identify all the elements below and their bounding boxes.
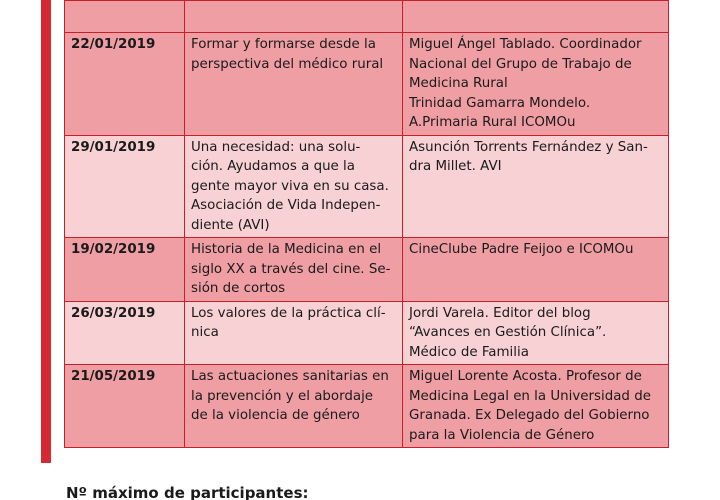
session-date: 22/01/2019: [65, 33, 185, 136]
session-speaker: [403, 238, 669, 302]
topic-line: Las actuaciones sanitarias en: [191, 369, 389, 384]
topic-line: Los valores de la práctica clí-: [191, 305, 386, 321]
topic-line: ción. Ayudamos a que la: [191, 159, 355, 174]
session-speaker: [403, 365, 669, 448]
topic-line: Historia de la Medicina en el: [191, 242, 382, 257]
table-row: [65, 33, 669, 136]
topic-line: sión de cortos: [191, 281, 286, 296]
session-speaker: [403, 135, 669, 238]
table-cell-empty: [65, 1, 185, 33]
left-accent-bar: [41, 0, 51, 463]
session-topic: [185, 238, 403, 302]
speaker-line: Médico de Familia: [409, 344, 529, 360]
topic-line: perspectiva del médico rural: [191, 56, 384, 72]
speaker-line: Miguel Lorente Acosta. Profesor de: [409, 369, 642, 384]
session-topic: [185, 301, 403, 365]
session-topic: [185, 365, 403, 448]
topic-line: Una necesidad: una solu-: [191, 139, 361, 155]
speaker-line: para la Violencia de Género: [409, 427, 595, 443]
speaker-line: Trinidad Gamarra Mondelo.: [409, 95, 591, 111]
speaker-line: Granada. Ex Delegado del Gobierno: [409, 408, 650, 423]
speaker-line: Nacional del Grupo de Trabajo de: [409, 56, 632, 72]
topic-line: Asociación de Vida Indepen-: [191, 198, 381, 213]
table-cell-empty: [403, 1, 669, 33]
speaker-line: Asunción Torrents Fernández y San-: [409, 139, 648, 155]
topic-line: la prevención y el abordaje: [191, 388, 374, 404]
speaker-line: Miguel Ángel Tablado. Coordinador: [409, 37, 642, 52]
speaker-line: CineClube Padre Feijoo e ICOMOu: [409, 242, 634, 257]
topic-line: gente mayor viva en su casa.: [191, 178, 389, 194]
session-date: 29/01/2019: [65, 135, 185, 238]
schedule-table-body: [65, 1, 669, 448]
table-row: [65, 238, 669, 302]
table-row: [65, 365, 669, 448]
table-cell-empty: [185, 1, 403, 33]
speaker-line: Medicina Legal en la Universidad de: [409, 388, 651, 404]
session-date: 26/03/2019: [65, 301, 185, 365]
table-row-partial: [65, 1, 669, 33]
topic-line: nica: [191, 325, 219, 340]
speaker-line: “Avances en Gestión Clínica”.: [409, 325, 607, 340]
speaker-line: A.Primaria Rural ICOMOu: [409, 115, 576, 130]
session-speaker: [403, 301, 669, 365]
topic-line: Formar y formarse desde la: [191, 37, 376, 52]
topic-line: diente (AVI): [191, 217, 270, 233]
session-speaker: [403, 33, 669, 136]
topic-line: siglo XX a través del cine. Se-: [191, 261, 391, 277]
speaker-line: Jordi Varela. Editor del blog: [409, 305, 591, 321]
session-topic: [185, 135, 403, 238]
topic-line: de la violencia de género: [191, 408, 360, 423]
session-date: 19/02/2019: [65, 238, 185, 302]
session-topic: [185, 33, 403, 136]
max-participants-heading: Nº máximo de participantes:: [66, 484, 309, 500]
session-date: 21/05/2019: [65, 365, 185, 448]
table-row: [65, 301, 669, 365]
table-row: [65, 135, 669, 238]
speaker-line: dra Millet. AVI: [409, 159, 502, 174]
schedule-table: [64, 0, 669, 448]
speaker-line: Medicina Rural: [409, 76, 508, 91]
